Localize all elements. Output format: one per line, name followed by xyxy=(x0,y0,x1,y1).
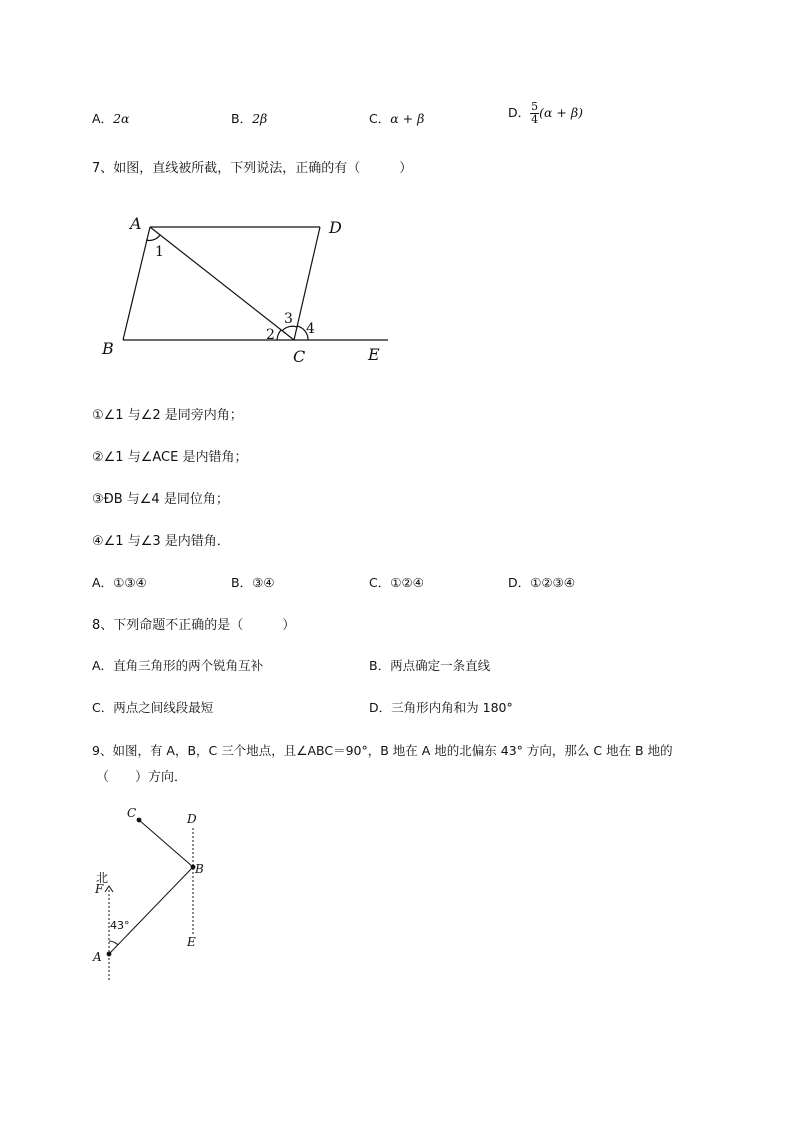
label-d: D xyxy=(329,218,342,237)
q7-option-c xyxy=(369,573,424,591)
label-d: D xyxy=(187,812,197,826)
option-label: A． xyxy=(92,658,114,673)
segment-ab xyxy=(109,867,193,954)
q8-option-a xyxy=(92,656,263,674)
point-c xyxy=(137,818,142,823)
q6-option-b xyxy=(231,109,267,127)
label-b: B xyxy=(195,862,204,876)
option-value: ①②③④ xyxy=(530,575,575,590)
label-a: A xyxy=(130,214,142,233)
option-label: B． xyxy=(231,575,253,590)
option-value: α + β xyxy=(390,111,425,126)
label-c: C xyxy=(293,347,306,366)
q8-option-b xyxy=(369,656,490,674)
option-label: D． xyxy=(508,575,531,590)
option-label: D． xyxy=(369,700,392,715)
angle-2-label: 2 xyxy=(266,327,275,343)
q7-option-a xyxy=(92,573,147,591)
label-c: C xyxy=(127,806,137,820)
option-label: B． xyxy=(231,111,253,126)
label-a: A xyxy=(93,950,102,964)
angle-4-label: 4 xyxy=(306,321,315,337)
q7-statement-4: ④∠1 与∠3 是内错角． xyxy=(92,534,230,549)
option-label: D． xyxy=(508,105,531,120)
option-value: 2β xyxy=(252,111,268,126)
q7-figure xyxy=(95,210,395,370)
label-e: E xyxy=(368,345,380,364)
angle-1-label: 1 xyxy=(155,244,164,260)
angle-43-arc xyxy=(109,941,118,945)
q9-lines xyxy=(105,820,193,980)
option-value: 两点之间线段最短 xyxy=(113,700,214,715)
option-label: C． xyxy=(369,575,391,590)
q8-question: 8、下列命题不正确的是（ ） xyxy=(92,618,296,633)
q6-option-c xyxy=(369,109,424,127)
label-43-degrees: 43° xyxy=(110,919,130,932)
q8-option-d xyxy=(369,698,513,716)
option-label: A． xyxy=(92,575,114,590)
option-value: 三角形内角和为 180° xyxy=(391,700,513,715)
q7-question: 7、如图，直线被所截，下列说法，正确的有（ ） xyxy=(92,161,413,176)
q9-points xyxy=(107,818,196,957)
option-value: 2α xyxy=(113,111,130,126)
label-f: F xyxy=(95,882,104,896)
option-value: 两点确定一条直线 xyxy=(390,658,491,673)
q9-question-line-2: （ ）方向． xyxy=(96,770,188,785)
fraction-denominator: 4 xyxy=(531,113,539,126)
q8-option-c xyxy=(92,698,213,716)
segment-cb xyxy=(139,820,193,867)
q7-statement-1: ①∠1 与∠2 是同旁内角； xyxy=(92,408,243,423)
option-label: B． xyxy=(369,658,391,673)
label-b: B xyxy=(102,339,114,358)
segment-ac xyxy=(150,227,294,340)
option-value: 直角三角形的两个锐角互补 xyxy=(113,658,264,673)
q7-labels xyxy=(101,214,380,366)
q7-option-d xyxy=(508,573,575,591)
segment-ab xyxy=(123,227,150,340)
q9-question-line-1: 9、如图，有 A，B，C 三个地点，且∠ABC＝90°，B 地在 A 地的北偏东 43° 方向，那么 C 地在 B 地的 xyxy=(92,743,673,758)
q9-labels xyxy=(92,806,204,964)
option-label: A． xyxy=(92,111,114,126)
point-a xyxy=(107,952,112,957)
angle-2-arc xyxy=(277,330,281,340)
option-label: C． xyxy=(369,111,391,126)
q7-statement-3: ③ÐB 与∠4 是同位角； xyxy=(92,492,229,507)
q9-figure xyxy=(85,800,215,985)
option-value: ①③④ xyxy=(113,575,147,590)
angle-3-label: 3 xyxy=(284,311,293,327)
q6-option-a xyxy=(92,109,129,127)
q7-statement-2: ②∠1 与∠ACE 是内错角； xyxy=(92,450,248,465)
option-value: (α + β) xyxy=(539,105,583,120)
fraction-numerator: 5 xyxy=(531,100,539,113)
q6-option-d xyxy=(508,101,583,126)
option-value: ③④ xyxy=(252,575,275,590)
label-e: E xyxy=(187,935,196,949)
q7-option-b xyxy=(231,573,275,591)
option-value: ①②④ xyxy=(390,575,424,590)
label-north: 北 xyxy=(96,871,109,885)
option-label: C． xyxy=(92,700,114,715)
fraction xyxy=(530,101,539,126)
